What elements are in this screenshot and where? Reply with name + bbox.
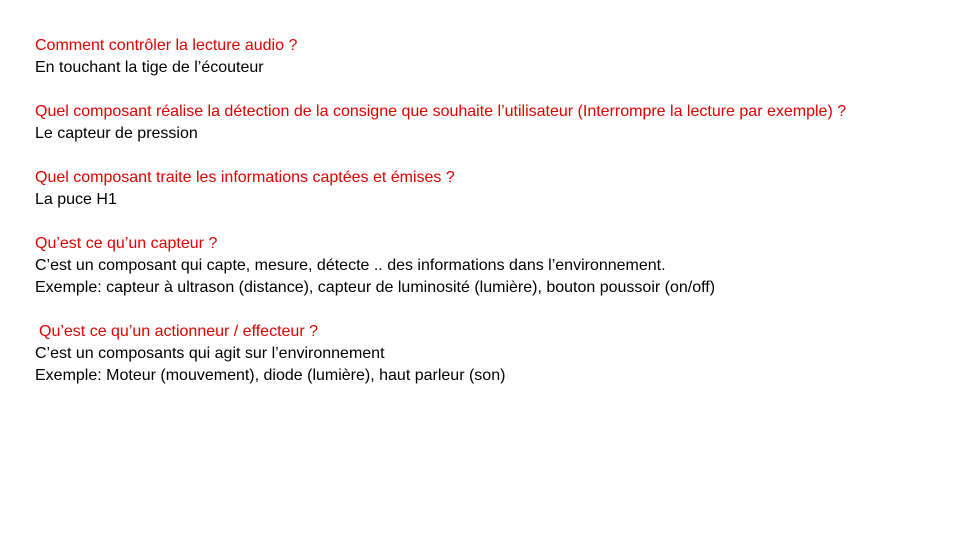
example-text: Exemple: Moteur (mouvement), diode (lumière), haut parleur (son) [35, 367, 506, 384]
question-text: Quel composant traite les informations captées et émises ? [35, 169, 455, 186]
qa-block-actuator [35, 321, 950, 387]
question-text: Qu’est ce qu’un actionneur / effecteur ? [39, 323, 318, 340]
answer-text: En touchant la tige de l’écouteur [35, 59, 264, 76]
question-text: Quel composant réalise la détection de la consigne que souhaite l’utilisateur (Interrompre la lecture par exemple) ? [35, 103, 847, 120]
answer-text: C’est un composant qui capte, mesure, détecte .. des informations dans l’environnement. [35, 257, 666, 274]
qa-block-detection [35, 101, 950, 145]
answer-text: C’est un composants qui agit sur l’environnement [35, 345, 385, 362]
qa-block-sensor [35, 233, 950, 299]
slide-content [35, 35, 950, 409]
qa-block-processing [35, 167, 950, 211]
question-text: Qu’est ce qu’un capteur ? [35, 235, 218, 252]
answer-text: La puce H1 [35, 191, 117, 208]
example-text: Exemple: capteur à ultrason (distance), capteur de luminosité (lumière), bouton poussoir (on/off) [35, 279, 716, 296]
answer-text: Le capteur de pression [35, 125, 198, 142]
question-text: Comment contrôler la lecture audio ? [35, 37, 298, 54]
qa-block-audio-control [35, 35, 950, 79]
